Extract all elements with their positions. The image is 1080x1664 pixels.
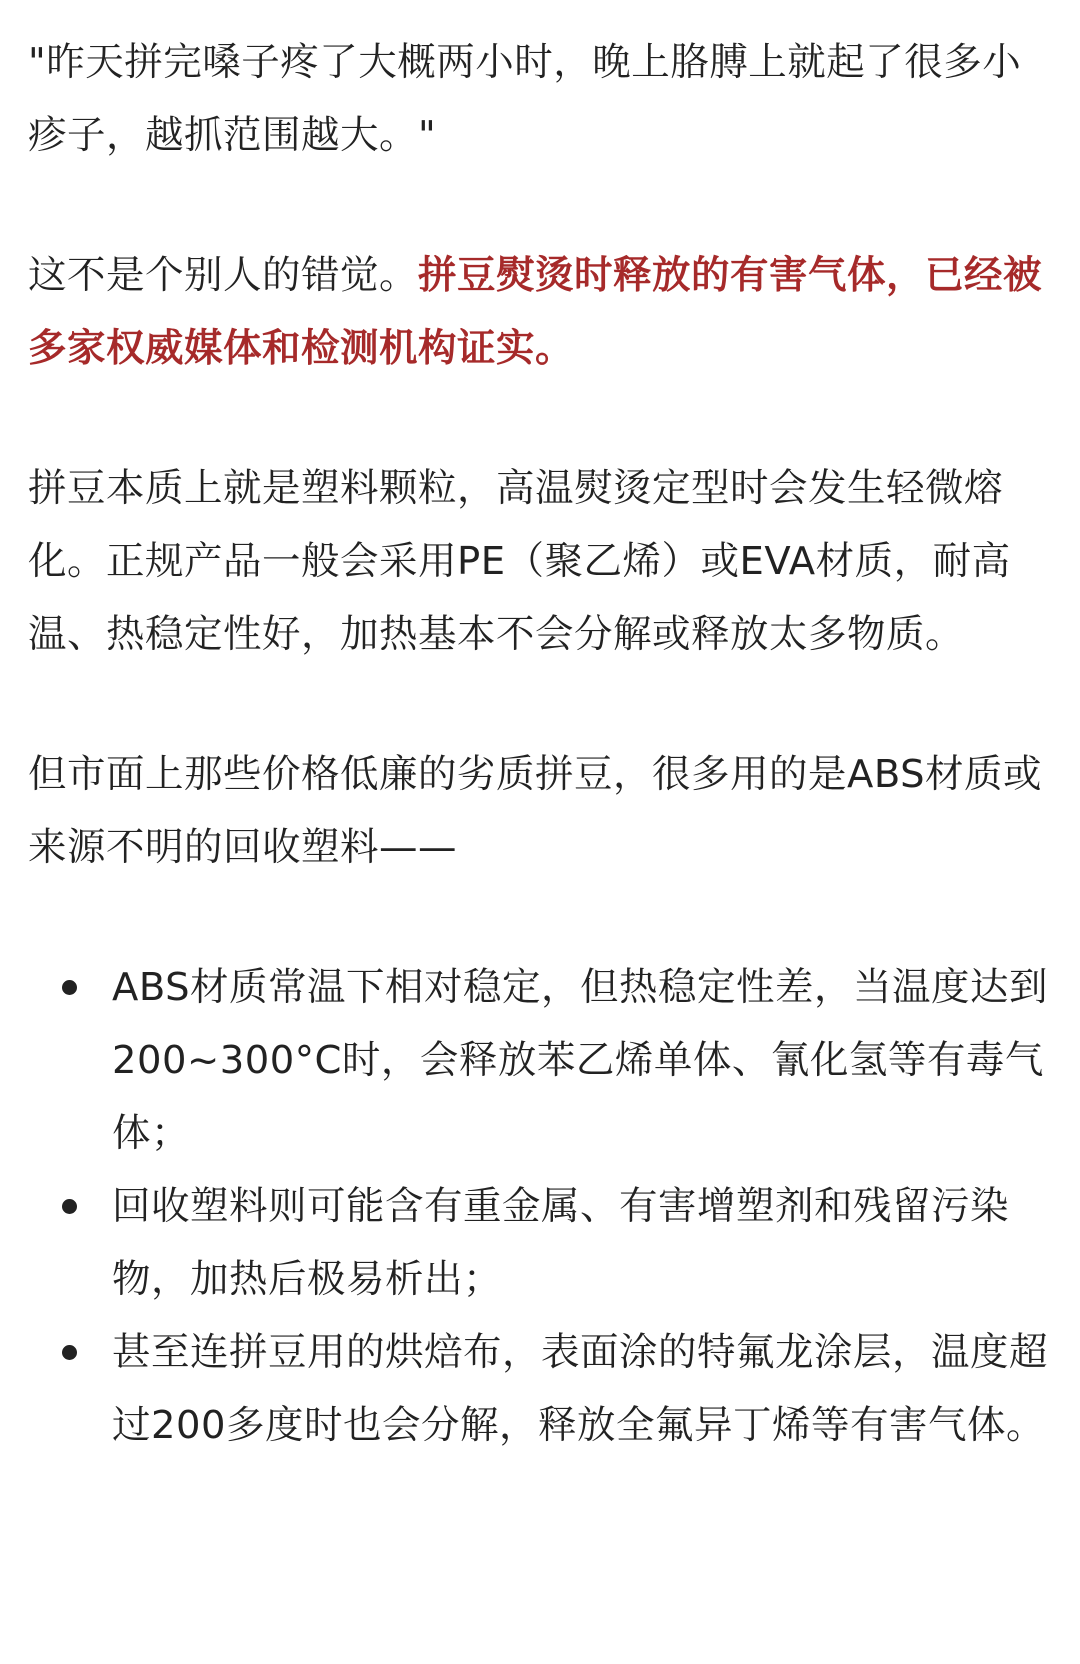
- bullet-dot-icon: [62, 1345, 77, 1360]
- quote-paragraph: "昨天拼完嗓子疼了大概两小时，晚上胳膊上就起了很多小疹子，越抓范围越大。": [28, 40, 1022, 158]
- claim-lead-text: 这不是个别人的错觉。: [28, 253, 419, 298]
- bullet-dot-icon: [62, 980, 77, 995]
- bullet-dot-icon: [62, 1199, 77, 1214]
- list-item-text: 回收塑料则可能含有重金属、有害增塑剂和残留污染物，加热后极易析出；: [112, 1184, 1010, 1302]
- list-item: [28, 951, 1052, 1170]
- list-item: [28, 1316, 1052, 1462]
- inferior-paragraph: 但市面上那些价格低廉的劣质拼豆，很多用的是ABS材质或来源不明的回收塑料——: [28, 752, 1043, 870]
- material-paragraph: 拼豆本质上就是塑料颗粒，高温熨烫定型时会发生轻微熔化。正规产品一般会采用PE（聚乙烯）或EVA材质，耐高温、热稳定性好，加热基本不会分解或释放太多物质。: [28, 466, 1011, 657]
- hazard-list: [28, 951, 1052, 1462]
- article-body: [28, 26, 1052, 1462]
- list-item-text: ABS材质常温下相对稳定，但热稳定性差，当温度达到200~300°C时，会释放苯乙烯单体、氰化氢等有毒气体；: [112, 965, 1049, 1156]
- claim-highlight-text: 拼豆熨烫时释放的有害气体，已经被多家权威媒体和检测机构证实。: [28, 253, 1043, 371]
- list-item-text: 甚至连拼豆用的烘焙布，表面涂的特氟龙涂层，温度超过200多度时也会分解，释放全氟异丁烯等有害气体。: [112, 1330, 1049, 1448]
- list-item: [28, 1170, 1052, 1316]
- claim-paragraph: [28, 239, 1052, 385]
